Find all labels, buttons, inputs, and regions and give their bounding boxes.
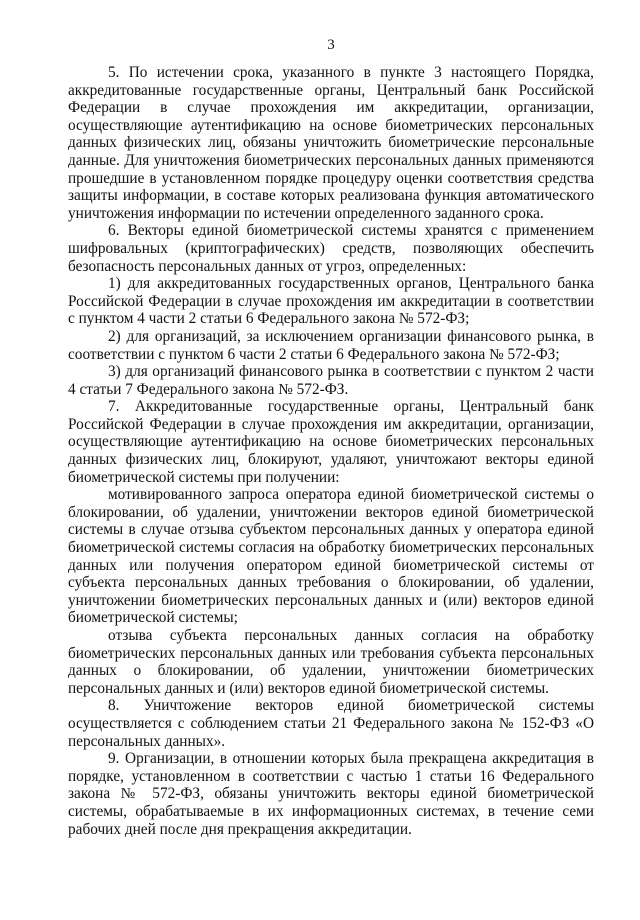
paragraph-6-item-3: 3) для организаций финансового рынка в соответствии с пунктом 2 части 4 статьи 7 Федерального закона № 572-ФЗ. — [68, 363, 594, 398]
page-number: 3 — [327, 37, 335, 53]
paragraph-8: 8. Уничтожение векторов единой биометрической системы осуществляется с соблюдением статьи 21 Федерального закона № 152-ФЗ «О персональных данных». — [68, 697, 594, 750]
paragraph-7-item-request: мотивированного запроса оператора единой биометрической системы о блокировании, об удалении, уничтожении векторов единой биометрической системы в случае отзыва субъектом персональных данных у оператора единой биометрической системы согласия на обработку биометрических персональных данных или получения оператором единой биометрической системы от субъекта персональных данных требования о блокировании, об удалении, уничтожении биометрических персональных данных и (или) векторов единой биометрической системы; — [68, 486, 594, 627]
paragraph-9: 9. Организации, в отношении которых была прекращена аккредитация в порядке, установленном в соответствии с частью 1 статьи 16 Федерального закона № 572-ФЗ, обязаны уничтожить векторы единой биометрической системы, обрабатываемые в их информационных системах, в течение семи рабочих дней после дня прекращения аккредитации. — [68, 750, 594, 838]
paragraph-6-item-1: 1) для аккредитованных государственных органов, Центрального банка Российской Федерации в случае прохождения им аккредитации в соответствии с пунктом 4 части 2 статьи 6 Федерального закона № 572-ФЗ; — [68, 275, 594, 328]
paragraph-6-item-2: 2) для организаций, за исключением организации финансового рынка, в соответствии с пунктом 6 части 2 статьи 6 Федерального закона № 572-ФЗ; — [68, 327, 594, 363]
paragraph-7-item-withdrawal: отзыва субъекта персональных данных согласия на обработку биометрических персональных данных или требования субъекта персональных данных о блокировании, об удалении, уничтожении биометрических персональных данных и (или) векторов единой биометрической системы. — [68, 627, 594, 697]
paragraph-6: 6. Векторы единой биометрической системы хранятся с применением шифровальных (криптографических) средств, позволяющих обеспечить безопасность персональных данных от угроз, определенных: — [68, 222, 594, 275]
paragraph-5: 5. По истечении срока, указанного в пункте 3 настоящего Порядка, аккредитованные государственные органы, Центральный банк Российской Федерации в случае прохождения им аккредитации, организации, осуществляющие аутентификацию на основе биометрических персональных данных физических лиц, обязаны уничтожить биометрические персональные данные. Для уничтожения биометрических персональных данных применяются прошедшие в установленном порядке процедуру оценки соответствия средства защиты информации, в составе которых реализована функция автоматического уничтожения информации по истечении определенного заданного срока. — [68, 64, 594, 222]
paragraph-7: 7. Аккредитованные государственные органы, Центральный банк Российской Федерации в случае прохождения им аккредитации, организации, осуществляющие аутентификацию на основе биометрических персональных данных физических лиц, блокируют, удаляют, уничтожают векторы единой биометрической системы при получении: — [68, 398, 594, 486]
